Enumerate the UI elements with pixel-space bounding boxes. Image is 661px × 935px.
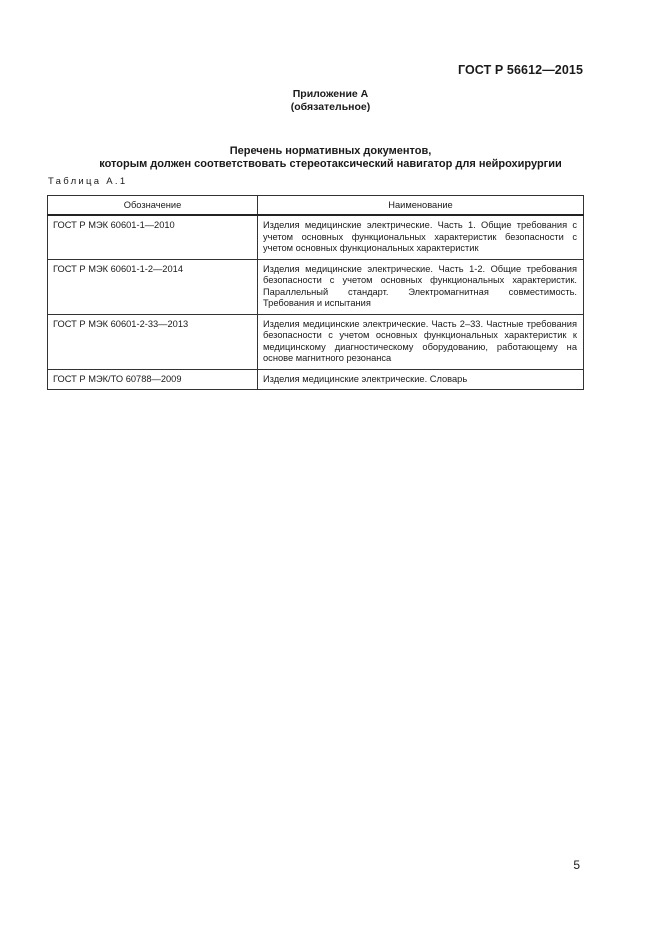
- row-designation: ГОСТ Р МЭК 60601-1—2010: [48, 215, 258, 259]
- normative-documents-table: [47, 195, 584, 390]
- row-name: Изделия медицинские электрические. Часть 1-2. Общие требования безопасности с учетом основных функциональных характеристик. Параллельный стандарт. Электромагнитная совместимость. Требования и испытания: [258, 259, 584, 314]
- row-designation: ГОСТ Р МЭК/ТО 60788—2009: [48, 369, 258, 390]
- column-header-designation: Обозначение: [48, 196, 258, 216]
- table-row: [48, 314, 584, 369]
- standard-header: ГОСТ Р 56612—2015: [457, 63, 583, 77]
- table-row: [48, 215, 584, 259]
- table-header-row: [48, 196, 584, 216]
- table-label: Таблица А.1: [48, 176, 128, 187]
- appendix-heading: [0, 88, 661, 114]
- row-name: Изделия медицинские электрические. Часть 1. Общие требования с учетом основных функциональных характеристик безопасности с учетом основных функциональных характеристик: [258, 215, 584, 259]
- appendix-title: Приложение А: [292, 88, 369, 100]
- title-line-1: Перечень нормативных документов,: [229, 145, 432, 157]
- column-header-name: Наименование: [258, 196, 584, 216]
- document-list-title: [0, 145, 661, 171]
- page-number: 5: [573, 858, 580, 872]
- row-name: Изделия медицинские электрические. Часть 2–33. Частные требования безопасности с учетом основных функциональных характеристик к медицинскому диагностическому оборудованию, работающему на основе магнитного резонанса: [258, 314, 584, 369]
- row-name: Изделия медицинские электрические. Словарь: [258, 369, 584, 390]
- row-designation: ГОСТ Р МЭК 60601-2-33—2013: [48, 314, 258, 369]
- table-row: [48, 259, 584, 314]
- table-row: [48, 369, 584, 390]
- title-line-2: которым должен соответствовать стереотаксический навигатор для нейрохирургии: [99, 158, 562, 170]
- appendix-status: (обязательное): [290, 101, 371, 113]
- row-designation: ГОСТ Р МЭК 60601-1-2—2014: [48, 259, 258, 314]
